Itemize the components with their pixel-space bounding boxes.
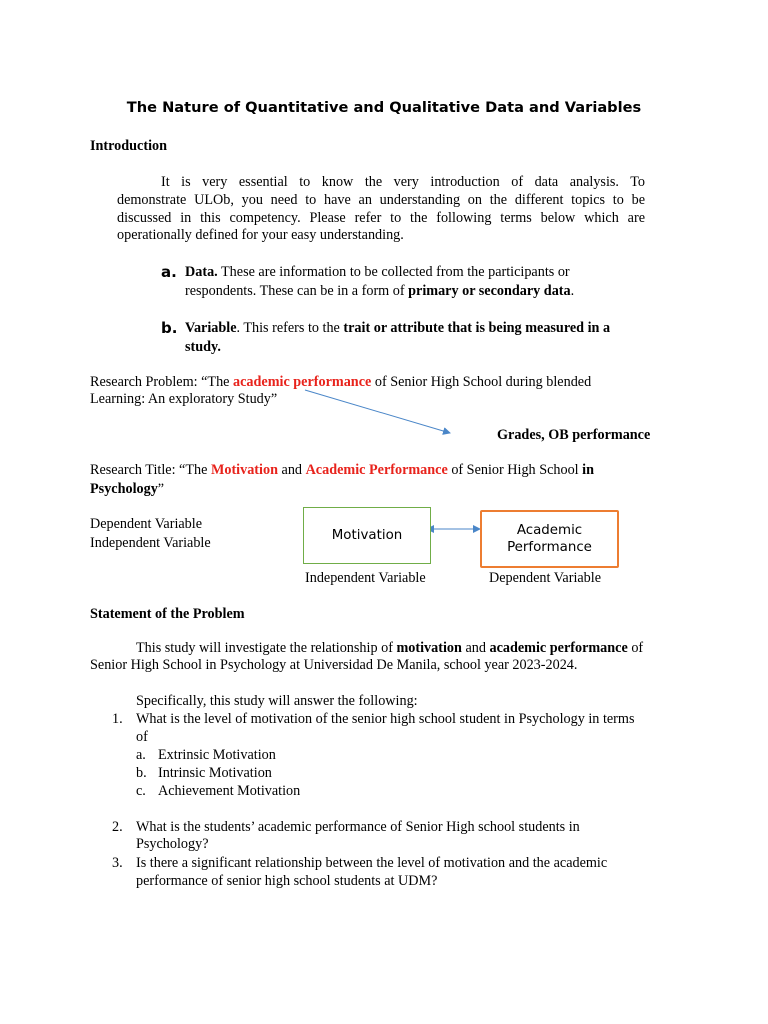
left-label-dependent: Dependent Variable bbox=[90, 516, 203, 532]
intro-line-4: operationally defined for your easy understanding. bbox=[117, 227, 404, 243]
term-b-marker: b. bbox=[161, 319, 178, 337]
statement-p1-mid: and bbox=[461, 640, 490, 656]
research-title-line2-bold: Psychology bbox=[90, 481, 158, 497]
research-title-pre: Research Title: “The bbox=[90, 462, 211, 478]
question-1-sub-c: Achievement Motivation bbox=[158, 783, 301, 799]
question-1-sub-b-letter: b. bbox=[136, 765, 147, 781]
question-1-sub-c-letter: c. bbox=[136, 783, 146, 799]
question-1-line-1: What is the level of motivation of the senior high school student in Psychology in terms bbox=[136, 711, 635, 727]
academic-box-label-1: Academic bbox=[516, 523, 583, 538]
statement-p1-post: of bbox=[627, 640, 644, 656]
research-title-post: of Senior High School bbox=[447, 462, 583, 478]
research-problem-note: Grades, OB performance bbox=[497, 427, 651, 443]
left-label-independent: Independent Variable bbox=[90, 535, 211, 551]
statement-p2: Specifically, this study will answer the following: bbox=[136, 693, 418, 709]
academic-box-label-2: Performance bbox=[507, 540, 592, 555]
intro-line-1: It is very essential to know the very introduction of data analysis. To bbox=[161, 174, 645, 190]
question-1-sub-b: Intrinsic Motivation bbox=[158, 765, 272, 781]
statement-p1-bold-2: academic performance bbox=[489, 640, 628, 656]
statement-p1-bold-1: motivation bbox=[396, 640, 462, 656]
motivation-box bbox=[303, 507, 431, 564]
term-a-marker: a. bbox=[161, 263, 177, 281]
research-problem-line-2: Learning: An exploratory Study” bbox=[90, 391, 278, 407]
question-3-number: 3. bbox=[112, 855, 123, 871]
page-title: The Nature of Quantitative and Qualitative Data and Variables bbox=[126, 99, 642, 116]
research-title-mid: and bbox=[277, 462, 306, 478]
statement-p1-pre: This study will investigate the relationship of bbox=[136, 640, 397, 656]
caption-dependent: Dependent Variable bbox=[489, 570, 602, 586]
research-title-bold-end: in bbox=[582, 462, 594, 478]
term-b-line1-bold: trait or attribute that is being measured in a bbox=[343, 320, 611, 336]
academic-performance-box bbox=[480, 510, 619, 568]
caption-independent: Independent Variable bbox=[305, 570, 426, 586]
term-a-term: Data. bbox=[185, 264, 218, 280]
question-1-sub-a-letter: a. bbox=[136, 747, 146, 763]
statement-p1-line-1 bbox=[136, 640, 643, 657]
research-title-highlight-2: Academic Performance bbox=[305, 462, 448, 478]
question-1-line-2: of bbox=[136, 729, 148, 745]
question-3-line-2: performance of senior high school students at UDM? bbox=[136, 873, 438, 889]
intro-line-2: demonstrate ULOb, you need to have an understanding on the different topics to be bbox=[117, 192, 645, 208]
intro-line-3: discussed in this competency. Please refer to the following terms below which are bbox=[117, 210, 645, 226]
term-a-line2-pre: respondents. These can be in a form of bbox=[185, 283, 409, 299]
question-1-number: 1. bbox=[112, 711, 123, 727]
question-1-sub-a: Extrinsic Motivation bbox=[158, 747, 276, 763]
research-problem-highlight: academic performance bbox=[233, 374, 372, 390]
question-2-line-2: Psychology? bbox=[136, 836, 209, 852]
term-a-line2-post: . bbox=[570, 283, 575, 299]
introduction-heading: Introduction bbox=[90, 138, 167, 154]
research-problem-pre: Research Problem: “The bbox=[90, 374, 234, 390]
term-b-line-2: study. bbox=[185, 339, 221, 355]
question-2-line-1: What is the students’ academic performance of Senior High school students in bbox=[136, 819, 580, 835]
motivation-box-label: Motivation bbox=[331, 528, 403, 543]
statement-heading: Statement of the Problem bbox=[90, 606, 245, 622]
research-title-line2-post: ” bbox=[157, 481, 165, 497]
research-title-line-2 bbox=[90, 481, 164, 498]
term-b-line1-pre: . This refers to the bbox=[236, 320, 344, 336]
research-title-highlight-1: Motivation bbox=[210, 462, 278, 478]
term-a-text: These are information to be collected from the participants or bbox=[217, 264, 570, 280]
question-2-number: 2. bbox=[112, 819, 123, 835]
term-b-term: Variable bbox=[185, 320, 237, 336]
research-problem-post: of Senior High School during blended bbox=[371, 374, 592, 390]
question-3-line-1: Is there a significant relationship between the level of motivation and the academic bbox=[136, 855, 608, 871]
research-title-line-1 bbox=[90, 462, 594, 479]
term-a-line2-bold: primary or secondary data bbox=[408, 283, 571, 299]
statement-p1-line-2: Senior High School in Psychology at Universidad De Manila, school year 2023-2024. bbox=[90, 657, 578, 673]
